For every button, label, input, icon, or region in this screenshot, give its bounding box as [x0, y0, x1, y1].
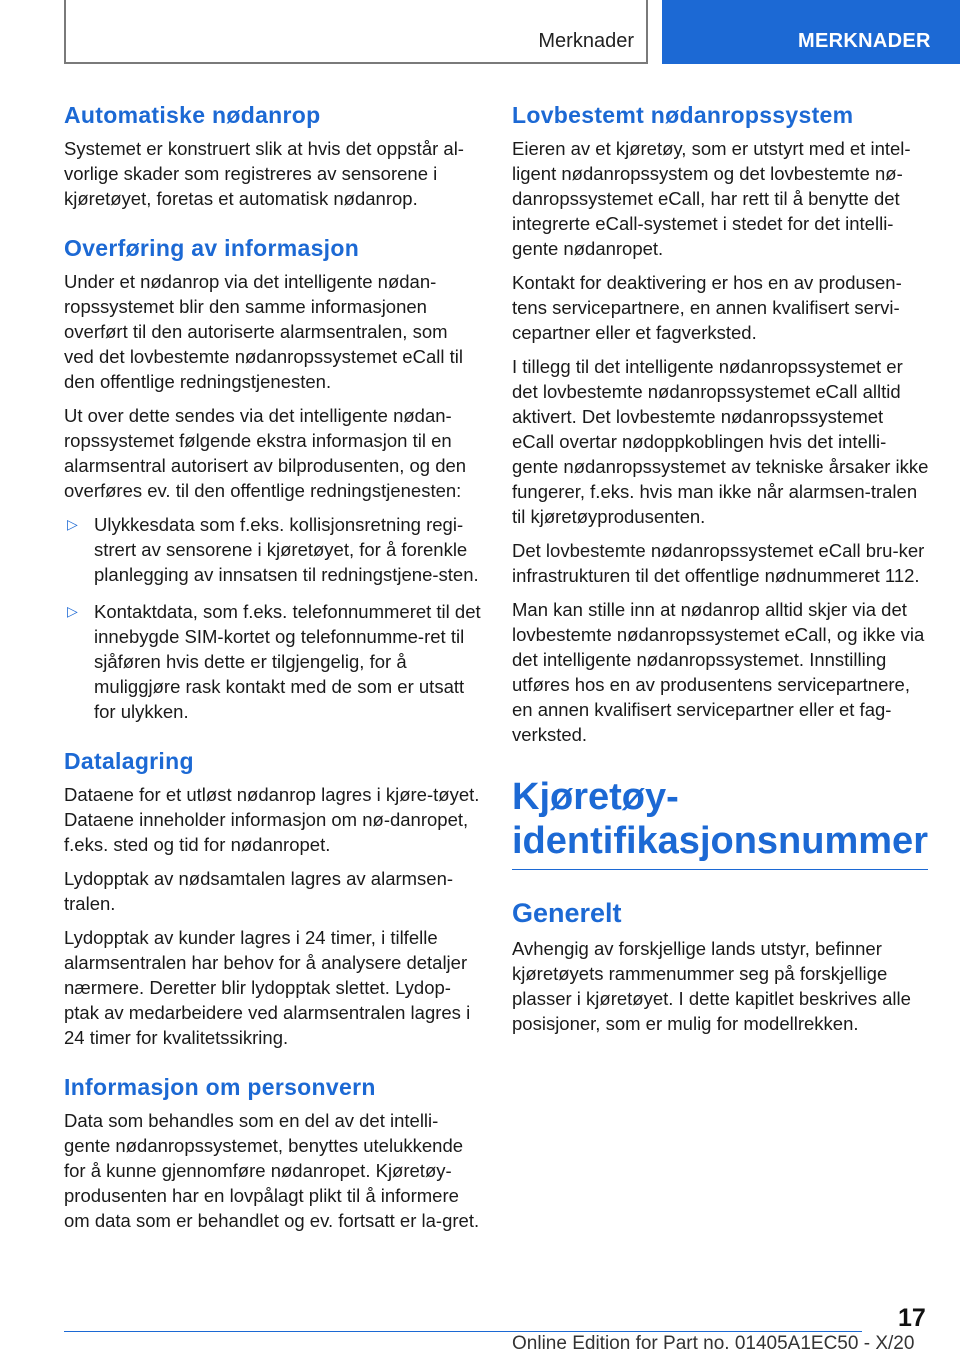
- paragraph: Lydopptak av nødsamtalen lagres av alarmsen-tralen.: [64, 868, 454, 914]
- section-general: [512, 896, 930, 1036]
- list-item: [64, 512, 482, 587]
- paragraph: I tillegg til det intelligente nødanropssystemet er det lovbestemte nødanropssystemet eCall alltid aktivert. Det lovbestemte nødanropssystemet eCall overtar nødoppkoblingen hvis det intelli-gente nødanropssystemet av tekniske årsaker ikke fungerer, f.eks. hvis man ikke når alarmsen-tralen til kjøretøyprodusenten.: [512, 356, 929, 527]
- list-item: [64, 599, 482, 724]
- paragraph: Ut over dette sendes via det intelligente nødan-ropssystemet følgende ekstra informasjon til en alarmsentral autorisert av bilprodusenten, og den overføres ev. til den offentlige redningstjenesten:: [64, 405, 467, 501]
- paragraph: Avhengig av forskjellige lands utstyr, befinner kjøretøyets rammenummer seg på forskjellige plasser i kjøretøyet. I dette kapitlet beskrives alle posisjoner, som er mulig for modellrekken.: [512, 938, 911, 1034]
- chapter-title-line-2: identifikasjonsnummer: [512, 820, 928, 862]
- heading-automatic-calls: Automatiske nødanrop: [64, 102, 321, 128]
- chapter-title: [512, 775, 930, 863]
- chapter-divider: [512, 869, 928, 870]
- paragraph: Data som behandles som en del av det intelli-gente nødanropssystemet, benyttes utelukkende for å kunne gjennomføre nødanropet. Kjøretøy-produsenten har en lovpålagt plikt til å informere om data som er behandlet og ev. fortsatt er la-gret.: [64, 1110, 480, 1231]
- heading-information-transfer: Overføring av informasjon: [64, 235, 360, 261]
- section-privacy: [64, 1072, 482, 1233]
- paragraph: Lydopptak av kunder lagres i 24 timer, i tilfelle alarmsentralen har behov for å analysere detaljer nærmere. Deretter blir lydopptak slettet. Lydop-ptak av medarbeidere ved alarmsentralen lagres i 24 timer for kvalitetssikring.: [64, 927, 471, 1048]
- header-tab: [662, 0, 960, 64]
- section-automatic-calls: [64, 100, 482, 211]
- paragraph: Eieren av et kjøretøy, som er utstyrt med et intel-ligent nødanropssystem og det lovbestemte nø-danropssystemet eCall, har rett til å benytte det integrerte eCall-systemet i stedet for det intelli-gente nødanropet.: [512, 138, 911, 259]
- paragraph: Det lovbestemte nødanropssystemet eCall bru-ker infrastrukturen til det offentlige nødnummeret 112.: [512, 540, 925, 586]
- triangle-bullet-icon: ▷: [67, 603, 78, 619]
- footer-edition-text: Online Edition for Part no. 01405A1EC50 - X/20: [512, 1333, 915, 1354]
- header-tab-label: MERKNADER: [798, 30, 931, 52]
- list-item-text: Kontaktdata, som f.eks. telefonnummeret til det innebygde SIM-kortet og telefonnumme-ret til sjåføren hvis dette er tilgjengelig, for å muliggjøre rask kontakt med de som er utsatt for ulykken.: [94, 601, 481, 722]
- header-title: Merknader: [538, 30, 634, 52]
- page-number: 17: [898, 1304, 926, 1332]
- section-data-storage: [64, 746, 482, 1050]
- heading-data-storage: Datalagring: [64, 748, 194, 774]
- paragraph: Dataene for et utløst nødanrop lagres i kjøre-tøyet. Dataene inneholder informasjon om nø-danropet, f.eks. sted og tid for nødanropet.: [64, 784, 480, 855]
- section-information-transfer: [64, 233, 482, 724]
- left-column: [64, 100, 482, 1255]
- section-statutory-ecall: [512, 100, 930, 747]
- heading-statutory-ecall: Lovbestemt nødanropssystem: [512, 102, 854, 128]
- heading-privacy: Informasjon om personvern: [64, 1074, 376, 1100]
- chapter-title-line-1: Kjøretøy-: [512, 776, 679, 818]
- bullet-list: [64, 512, 482, 724]
- header-frame: [64, 0, 648, 64]
- paragraph: Kontakt for deaktivering er hos en av produsen-tens servicepartnere, en annen kvalifisert servi-cepartner eller et fagverksted.: [512, 272, 902, 343]
- right-column: [512, 100, 930, 1045]
- footer-divider: [64, 1331, 862, 1332]
- paragraph: Under et nødanrop via det intelligente nødan-ropssystemet blir den samme informasjonen overført til den autoriserte alarmsentralen, som ved det lovbestemte nødanropssystemet eCall til den offentlige redningstjenesten.: [64, 271, 463, 392]
- heading-general: Generelt: [512, 898, 622, 928]
- paragraph: Man kan stille inn at nødanrop alltid skjer via det lovbestemte nødanropssystemet eCall, og ikke via det intelligente nødanropssystemet. Innstilling utføres hos en av produsentens servicepartnere, en annen kvalifisert servicepartner eller et fag-verksted.: [512, 599, 925, 745]
- triangle-bullet-icon: ▷: [67, 516, 78, 532]
- paragraph: Systemet er konstruert slik at hvis det oppstår al-vorlige skader som registreres av sensorene i kjøretøyet, foretas et automatisk nødanrop.: [64, 138, 464, 209]
- list-item-text: Ulykkesdata som f.eks. kollisjonsretning regi-strert av sensorene i kjøretøyet, for å forenkle planlegging av innsatsen til redningstjene-sten.: [94, 514, 479, 585]
